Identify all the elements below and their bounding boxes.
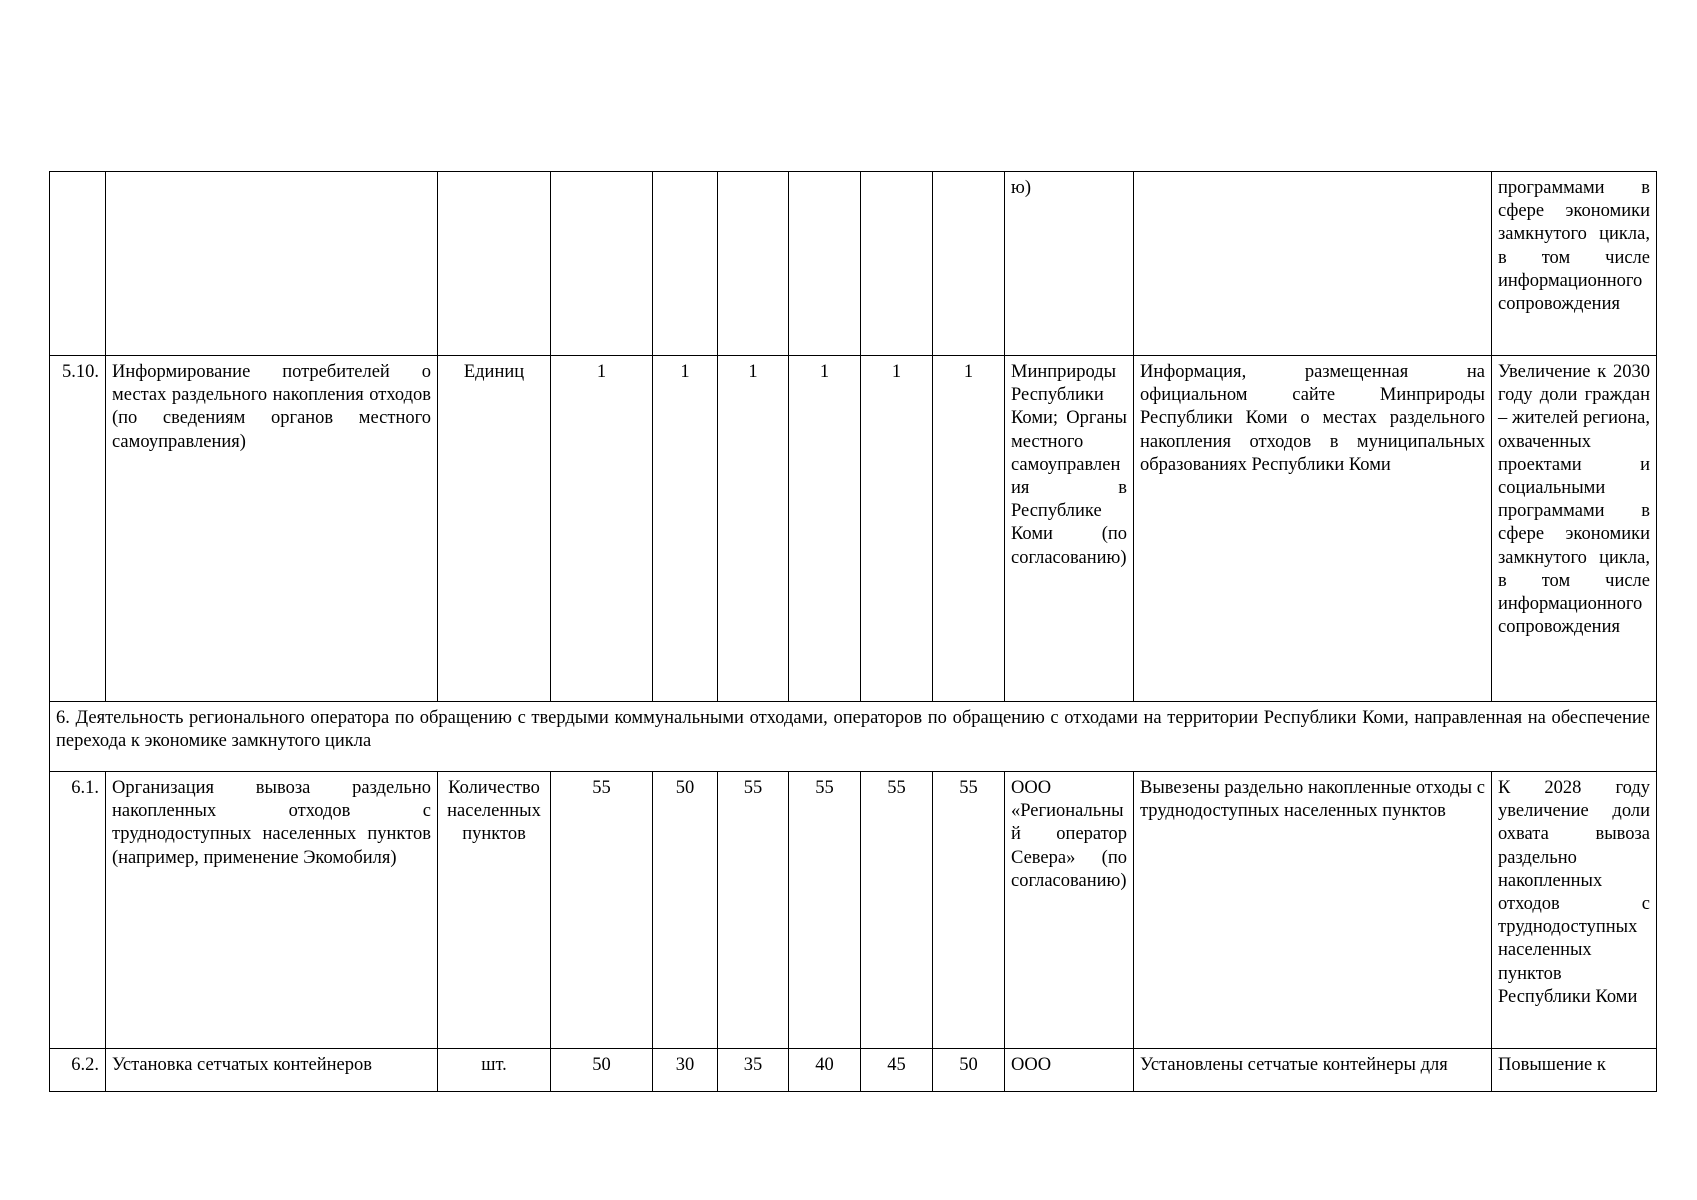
measure-name: Организация вывоза раздельно накопленных отходов с труднодоступных населенных пунктов (например, применение Экомобиля) (106, 772, 438, 1049)
value-cell (653, 172, 718, 356)
row-number: 6.1. (50, 772, 106, 1049)
value-cell: 1 (718, 356, 789, 702)
goal-cell: Увеличение к 2030 году доли граждан – жителей региона, охваченных проектами и социальными программами в сфере экономики замкнутого цикла, в том числе информационного сопровождения (1492, 356, 1657, 702)
value-cell: 1 (861, 356, 933, 702)
value-cell (861, 172, 933, 356)
value-cell (789, 172, 861, 356)
value-cell: 55 (789, 772, 861, 1049)
value-cell: 1 (551, 356, 653, 702)
value-cell: 1 (933, 356, 1005, 702)
value-cell: 40 (789, 1049, 861, 1092)
value-cell: 1 (789, 356, 861, 702)
value-cell: 50 (933, 1049, 1005, 1092)
table-row (50, 172, 1657, 356)
value-cell: 55 (718, 772, 789, 1049)
value-cell: 50 (551, 1049, 653, 1092)
value-cell: 55 (861, 772, 933, 1049)
row-number (50, 172, 106, 356)
table-row (50, 772, 1657, 1049)
result-cell (1134, 172, 1492, 356)
value-cell: 30 (653, 1049, 718, 1092)
value-cell: 1 (653, 356, 718, 702)
value-cell (551, 172, 653, 356)
unit-cell (438, 172, 551, 356)
table-row (50, 356, 1657, 702)
goal-cell: Повышение к (1492, 1049, 1657, 1092)
executor-cell: Минприроды Республики Коми; Органы местного самоуправления в Республике Коми (по согласованию) (1005, 356, 1134, 702)
goal-cell: программами в сфере экономики замкнутого цикла, в том числе информационного сопровождения (1492, 172, 1657, 356)
value-cell: 35 (718, 1049, 789, 1092)
row-number: 6.2. (50, 1049, 106, 1092)
row-number: 5.10. (50, 356, 106, 702)
unit-cell: шт. (438, 1049, 551, 1092)
result-cell: Информация, размещенная на официальном сайте Минприроды Республики Коми о местах раздельного накопления отходов в муниципальных образованиях Республики Коми (1134, 356, 1492, 702)
measure-name: Информирование потребителей о местах раздельного накопления отходов (по сведениям органов местного самоуправления) (106, 356, 438, 702)
measure-name: Установка сетчатых контейнеров (106, 1049, 438, 1092)
value-cell: 55 (933, 772, 1005, 1049)
section-heading: 6. Деятельность регионального оператора по обращению с твердыми коммунальными отходами, операторов по обращению с отходами на территории Республики Коми, направленная на обеспечение перехода к экономике замкнутого цикла (50, 702, 1657, 772)
value-cell: 55 (551, 772, 653, 1049)
value-cell (718, 172, 789, 356)
value-cell: 45 (861, 1049, 933, 1092)
section-row (50, 702, 1657, 772)
goal-cell: К 2028 году увеличение доли охвата вывоза раздельно накопленных отходов с труднодоступных населенных пунктов Республики Коми (1492, 772, 1657, 1049)
executor-cell: ООО (1005, 1049, 1134, 1092)
executor-cell: ю) (1005, 172, 1134, 356)
value-cell: 50 (653, 772, 718, 1049)
executor-cell: ООО «Региональный оператор Севера» (по согласованию) (1005, 772, 1134, 1049)
result-cell: Установлены сетчатые контейнеры для (1134, 1049, 1492, 1092)
measures-table (49, 171, 1657, 1092)
unit-cell: Единиц (438, 356, 551, 702)
measure-name (106, 172, 438, 356)
result-cell: Вывезены раздельно накопленные отходы с труднодоступных населенных пунктов (1134, 772, 1492, 1049)
value-cell (933, 172, 1005, 356)
table-row (50, 1049, 1657, 1092)
unit-cell: Количество населенных пунктов (438, 772, 551, 1049)
